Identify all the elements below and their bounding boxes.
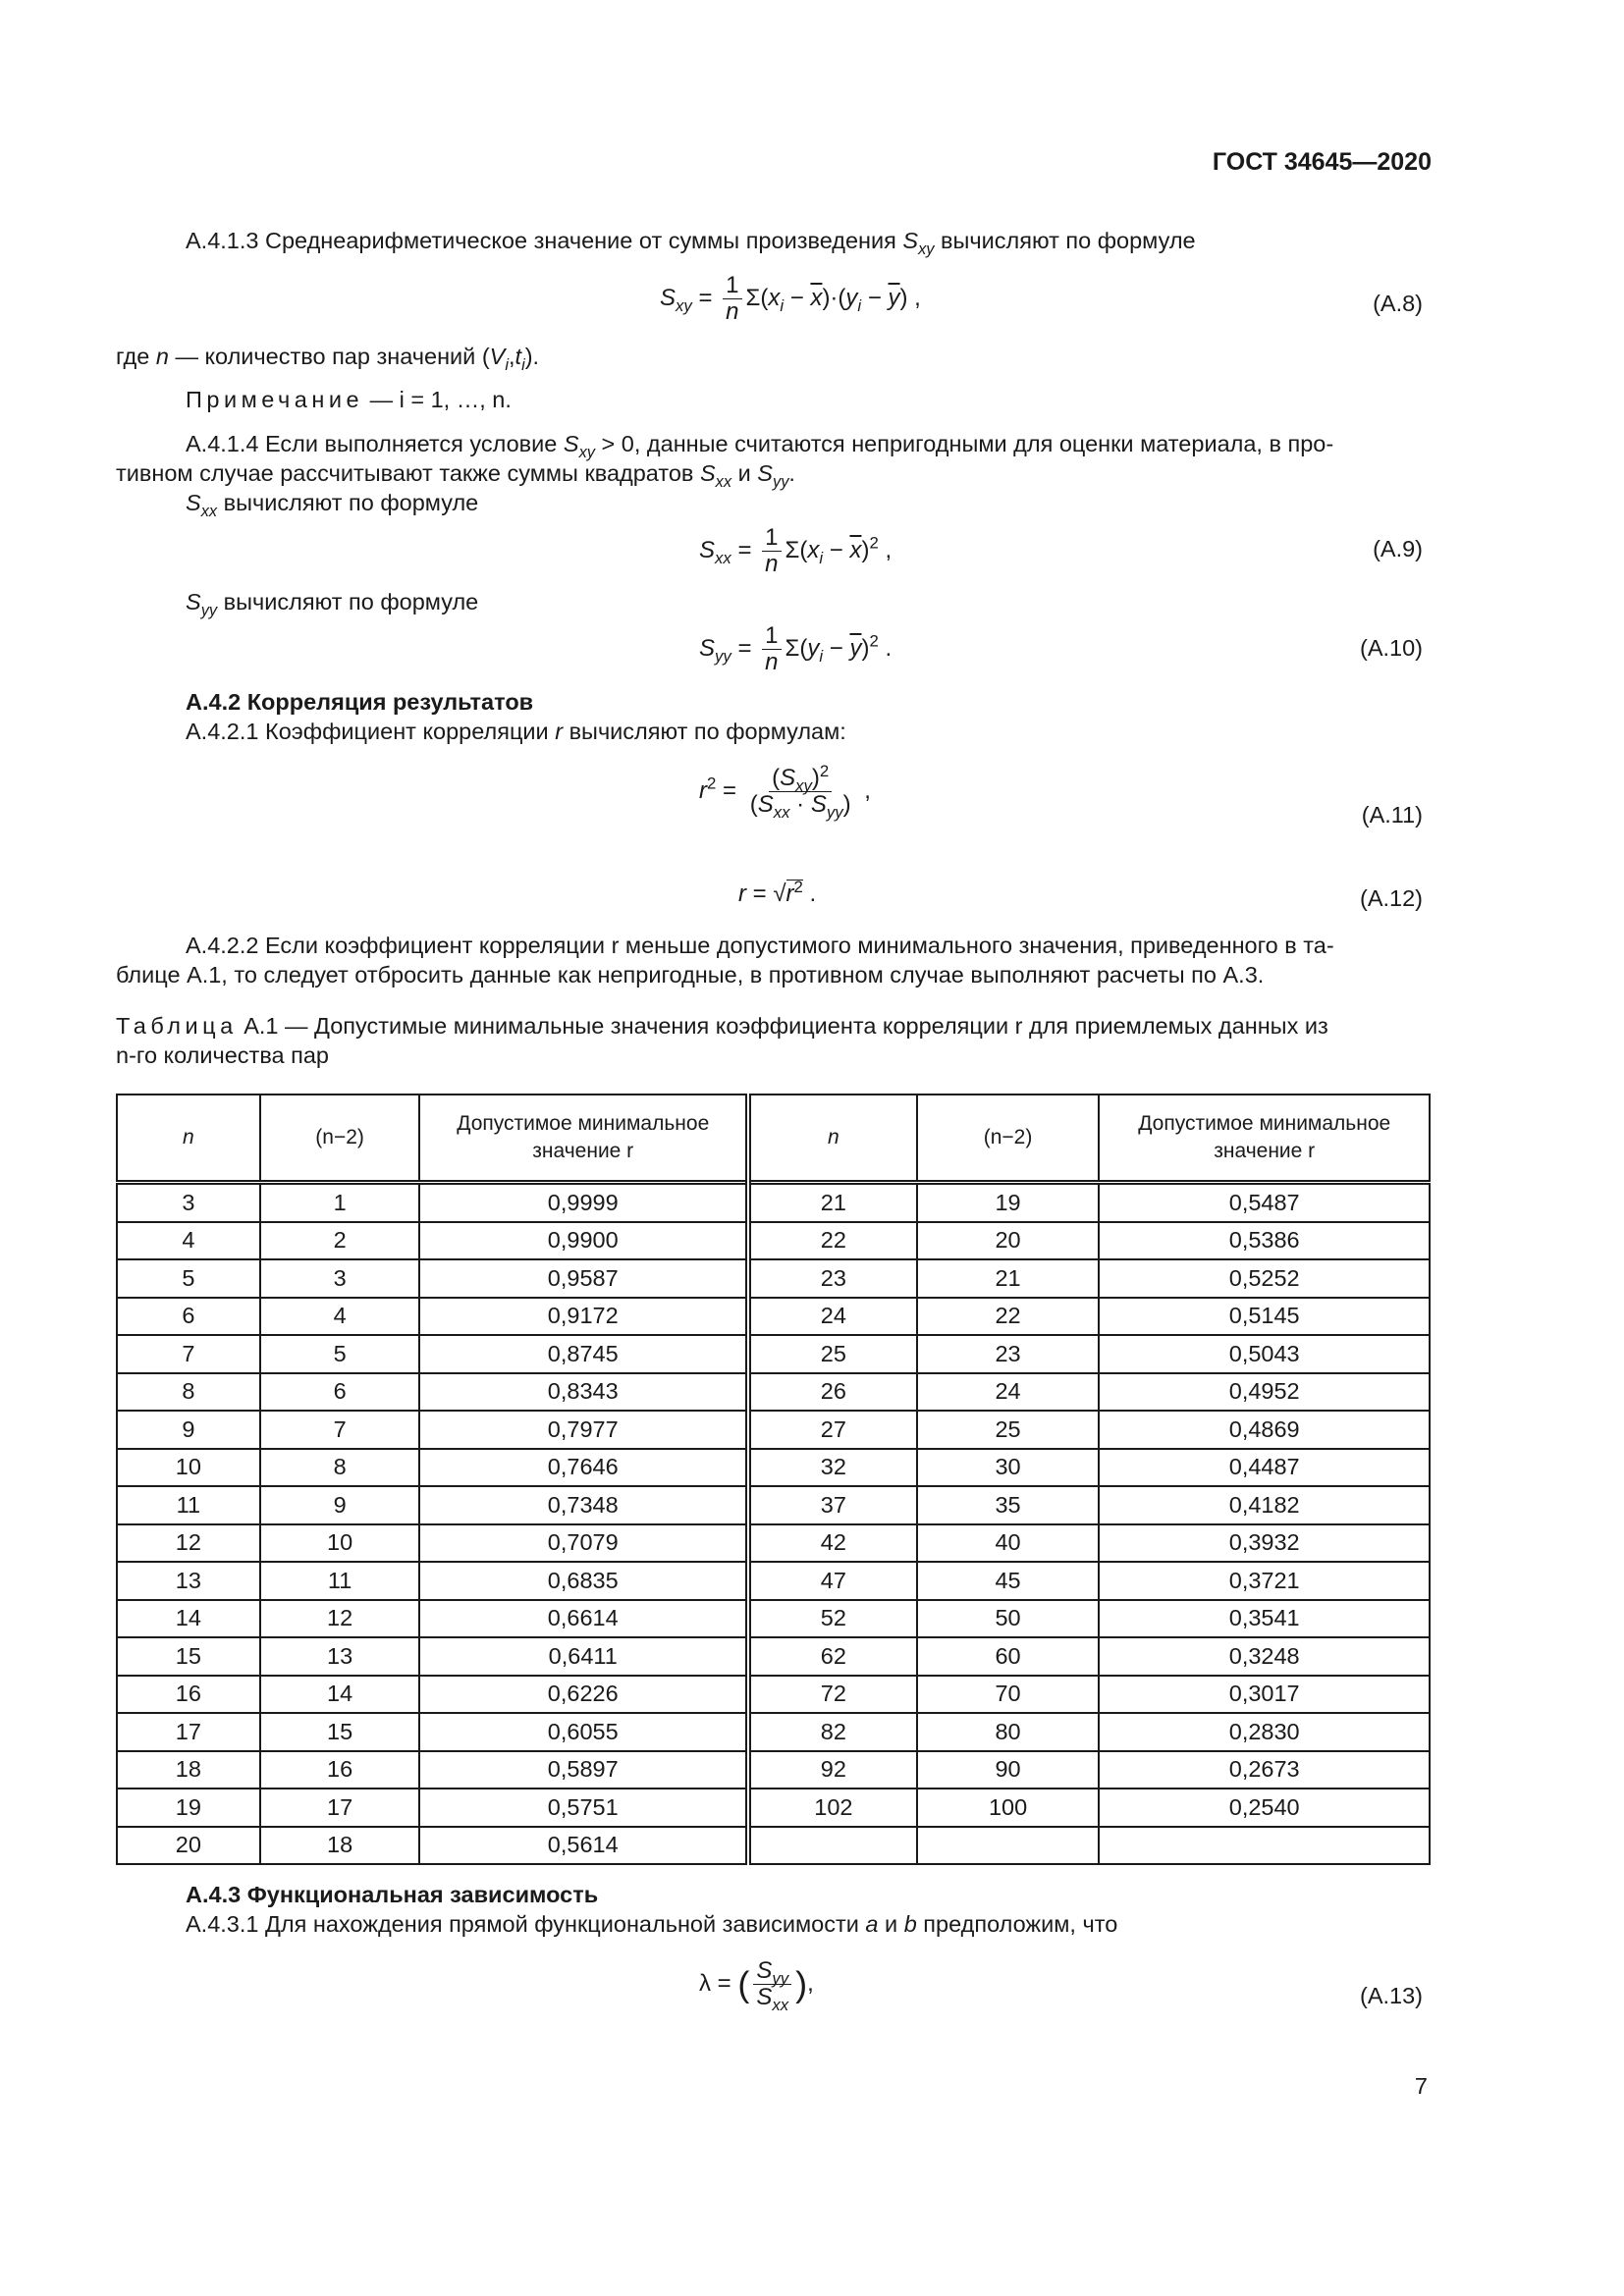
table-cell: 13 bbox=[117, 1562, 260, 1600]
formula-a13: λ = ( $\frac{S_{yy}}{S_{xx}}$ ), bbox=[699, 1957, 814, 2014]
table-cell: 17 bbox=[260, 1789, 420, 1827]
formula-a9: $S_{xx}$ = $\frac{1}{n}$ $\Sigma(x_i - \overline{x})^2$ , bbox=[699, 524, 893, 577]
table-row bbox=[117, 1411, 1430, 1449]
table-cell: 32 bbox=[748, 1449, 917, 1487]
header-min-r: Допустимое минимальное значение r bbox=[419, 1095, 748, 1183]
table-cell: 26 bbox=[748, 1373, 917, 1412]
equation-number-a9: (А.9) bbox=[1373, 536, 1423, 561]
table-row bbox=[117, 1183, 1430, 1222]
header-n-2: n bbox=[748, 1095, 917, 1183]
table-row bbox=[117, 1562, 1430, 1600]
table-cell: 0,4869 bbox=[1099, 1411, 1430, 1449]
table-cell: 9 bbox=[260, 1486, 420, 1524]
table-cell: 11 bbox=[260, 1562, 420, 1600]
table-cell: 0,8745 bbox=[419, 1335, 748, 1373]
table-cell: 0,4487 bbox=[1099, 1449, 1430, 1487]
table-cell: 16 bbox=[260, 1751, 420, 1789]
table-cell: 47 bbox=[748, 1562, 917, 1600]
table-cell: 0,3932 bbox=[1099, 1524, 1430, 1563]
table-row bbox=[117, 1600, 1430, 1638]
table-cell: 0,9999 bbox=[419, 1183, 748, 1222]
table-cell: 0,3017 bbox=[1099, 1676, 1430, 1714]
table-cell: 5 bbox=[117, 1259, 260, 1298]
table-cell: 4 bbox=[260, 1298, 420, 1336]
table-cell: 72 bbox=[748, 1676, 917, 1714]
table-cell: 20 bbox=[917, 1222, 1100, 1260]
table-cell: 0,7079 bbox=[419, 1524, 748, 1563]
table-cell: 37 bbox=[748, 1486, 917, 1524]
table-cell bbox=[748, 1827, 917, 1865]
table-row bbox=[117, 1713, 1430, 1751]
table-cell: 0,3541 bbox=[1099, 1600, 1430, 1638]
sxx-intro: $S_{xx}$ вычисляют по формуле bbox=[186, 490, 479, 520]
table-row bbox=[117, 1298, 1430, 1336]
table-row bbox=[117, 1676, 1430, 1714]
table-cell: 13 bbox=[260, 1637, 420, 1676]
table-cell: 0,9587 bbox=[419, 1259, 748, 1298]
paragraph-a421: А.4.2.1 Коэффициент корреляции r вычисляют по формулам: bbox=[186, 719, 846, 744]
table-cell: 0,8343 bbox=[419, 1373, 748, 1412]
table-caption-line2: n-го количества пар bbox=[116, 1042, 329, 1068]
table-cell: 0,5043 bbox=[1099, 1335, 1430, 1373]
table-cell: 25 bbox=[748, 1335, 917, 1373]
table-cell bbox=[917, 1827, 1100, 1865]
table-cell: 12 bbox=[117, 1524, 260, 1563]
table-row bbox=[117, 1751, 1430, 1789]
equation-number-a10: (А.10) bbox=[1360, 635, 1423, 661]
table-cell: 24 bbox=[748, 1298, 917, 1336]
table-cell: 30 bbox=[917, 1449, 1100, 1487]
table-cell: 45 bbox=[917, 1562, 1100, 1600]
table-cell: 18 bbox=[117, 1751, 260, 1789]
paragraph-a422-line2: блице А.1, то следует отбросить данные как непригодные, в противном случае выполняют расчеты по А.3. bbox=[116, 962, 1265, 988]
table-cell: 0,7977 bbox=[419, 1411, 748, 1449]
paragraph-a413: А.4.1.3 Среднеарифметическое значение от суммы произведения $S_{xy}$ вычисляют по формуле bbox=[186, 228, 1196, 258]
table-cell: 1 bbox=[260, 1183, 420, 1222]
table-cell: 0,6614 bbox=[419, 1600, 748, 1638]
table-cell: 14 bbox=[260, 1676, 420, 1714]
table-row bbox=[117, 1222, 1430, 1260]
table-cell: 0,2830 bbox=[1099, 1713, 1430, 1751]
table-cell: 6 bbox=[260, 1373, 420, 1412]
table-cell: 21 bbox=[748, 1183, 917, 1222]
table-cell: 22 bbox=[917, 1298, 1100, 1336]
formula-a8: $S_{xy}$ = $\frac{1}{n}$ $\Sigma(x_i - \overline{x})\cdot(y_i - \overline{y})$ , bbox=[660, 272, 921, 325]
header-n-minus-2: (n−2) bbox=[260, 1095, 420, 1183]
table-cell: 25 bbox=[917, 1411, 1100, 1449]
table-cell: 0,5897 bbox=[419, 1751, 748, 1789]
equation-number-a11: (А.11) bbox=[1361, 802, 1423, 828]
table-cell: 0,4182 bbox=[1099, 1486, 1430, 1524]
paragraph-a414-line2: тивном случае рассчитывают также суммы квадратов $S_{xx}$ и $S_{yy}$. bbox=[116, 460, 795, 491]
where-line: где n — количество пар значений $(V_i,t_i)$. bbox=[116, 344, 540, 374]
table-cell: 9 bbox=[117, 1411, 260, 1449]
table-cell: 0,9900 bbox=[419, 1222, 748, 1260]
table-cell: 23 bbox=[748, 1259, 917, 1298]
table-cell: 7 bbox=[117, 1335, 260, 1373]
table-header-row bbox=[117, 1095, 1430, 1183]
header-n-minus-2-2: (n−2) bbox=[917, 1095, 1100, 1183]
table-cell: 52 bbox=[748, 1600, 917, 1638]
table-cell: 0,5252 bbox=[1099, 1259, 1430, 1298]
formula-a10: $S_{yy}$ = $\frac{1}{n}$ $\Sigma(y_i - \overline{y})^2$ . bbox=[699, 622, 893, 675]
table-cell: 0,5614 bbox=[419, 1827, 748, 1865]
equation-number-a13: (А.13) bbox=[1360, 1983, 1423, 2008]
table-cell: 0,5386 bbox=[1099, 1222, 1430, 1260]
page-number: 7 bbox=[1414, 2073, 1428, 2099]
table-cell: 92 bbox=[748, 1751, 917, 1789]
correlation-table bbox=[116, 1094, 1431, 1865]
table-cell: 10 bbox=[260, 1524, 420, 1563]
table-cell: 19 bbox=[917, 1183, 1100, 1222]
table-cell: 35 bbox=[917, 1486, 1100, 1524]
paragraph-a431: А.4.3.1 Для нахождения прямой функциональной зависимости a и b предположим, что bbox=[186, 1911, 1118, 1937]
formula-a11: $r^2$ = $\frac{(S_{xy})^2}{(S_{xx} \cdot S_{yy})}$ , bbox=[699, 761, 871, 822]
table-cell bbox=[1099, 1827, 1430, 1865]
table-row bbox=[117, 1789, 1430, 1827]
table-row bbox=[117, 1486, 1430, 1524]
table-cell: 8 bbox=[117, 1373, 260, 1412]
table-cell: 0,6835 bbox=[419, 1562, 748, 1600]
table-cell: 21 bbox=[917, 1259, 1100, 1298]
note: Примечание — i = 1, …, n. bbox=[186, 387, 512, 412]
table-cell: 0,6226 bbox=[419, 1676, 748, 1714]
table-cell: 7 bbox=[260, 1411, 420, 1449]
table-cell: 100 bbox=[917, 1789, 1100, 1827]
heading-a43: А.4.3 Функциональная зависимость bbox=[186, 1882, 599, 1907]
table-cell: 24 bbox=[917, 1373, 1100, 1412]
table-row bbox=[117, 1524, 1430, 1563]
table-cell: 22 bbox=[748, 1222, 917, 1260]
table-cell: 16 bbox=[117, 1676, 260, 1714]
table-cell: 42 bbox=[748, 1524, 917, 1563]
table-cell: 0,7348 bbox=[419, 1486, 748, 1524]
equation-number-a12: (А.12) bbox=[1360, 885, 1423, 911]
table-cell: 4 bbox=[117, 1222, 260, 1260]
table-cell: 50 bbox=[917, 1600, 1100, 1638]
table-cell: 2 bbox=[260, 1222, 420, 1260]
table-cell: 70 bbox=[917, 1676, 1100, 1714]
table-cell: 0,5145 bbox=[1099, 1298, 1430, 1336]
table-cell: 15 bbox=[117, 1637, 260, 1676]
table-cell: 102 bbox=[748, 1789, 917, 1827]
paragraph-a422-line1: А.4.2.2 Если коэффициент корреляции r меньше допустимого минимального значения, приведенного в та- bbox=[186, 933, 1334, 958]
table-row bbox=[117, 1827, 1430, 1865]
table-cell: 15 bbox=[260, 1713, 420, 1751]
table-cell: 8 bbox=[260, 1449, 420, 1487]
table-cell: 0,5487 bbox=[1099, 1183, 1430, 1222]
table-cell: 19 bbox=[117, 1789, 260, 1827]
table-cell: 17 bbox=[117, 1713, 260, 1751]
table-cell: 27 bbox=[748, 1411, 917, 1449]
table-cell: 90 bbox=[917, 1751, 1100, 1789]
table-cell: 20 bbox=[117, 1827, 260, 1865]
table-cell: 23 bbox=[917, 1335, 1100, 1373]
table-cell: 3 bbox=[260, 1259, 420, 1298]
table-cell: 0,2673 bbox=[1099, 1751, 1430, 1789]
standard-header: ГОСТ 34645—2020 bbox=[1212, 148, 1432, 176]
table-cell: 0,7646 bbox=[419, 1449, 748, 1487]
table-cell: 60 bbox=[917, 1637, 1100, 1676]
table-cell: 82 bbox=[748, 1713, 917, 1751]
table-cell: 6 bbox=[117, 1298, 260, 1336]
formula-a12: $r = √r^2$ . bbox=[738, 877, 817, 907]
table-cell: 0,3248 bbox=[1099, 1637, 1430, 1676]
table-row bbox=[117, 1373, 1430, 1412]
table-cell: 0,6055 bbox=[419, 1713, 748, 1751]
syy-intro: $S_{yy}$ вычисляют по формуле bbox=[186, 589, 479, 619]
table-cell: 12 bbox=[260, 1600, 420, 1638]
table-cell: 10 bbox=[117, 1449, 260, 1487]
table-row bbox=[117, 1637, 1430, 1676]
table-row bbox=[117, 1335, 1430, 1373]
table-cell: 0,6411 bbox=[419, 1637, 748, 1676]
table-cell: 80 bbox=[917, 1713, 1100, 1751]
equation-number-a8: (А.8) bbox=[1373, 291, 1423, 316]
table-cell: 5 bbox=[260, 1335, 420, 1373]
table-cell: 0,5751 bbox=[419, 1789, 748, 1827]
table-row bbox=[117, 1259, 1430, 1298]
heading-a42: А.4.2 Корреляция результатов bbox=[186, 689, 534, 715]
table-row bbox=[117, 1449, 1430, 1487]
table-cell: 0,9172 bbox=[419, 1298, 748, 1336]
table-cell: 3 bbox=[117, 1183, 260, 1222]
table-cell: 40 bbox=[917, 1524, 1100, 1563]
table-cell: 18 bbox=[260, 1827, 420, 1865]
table-caption: Таблица А.1 — Допустимые минимальные значения коэффициента корреляции r для приемлемых данных из bbox=[116, 1013, 1328, 1039]
paragraph-a414-line1: А.4.1.4 Если выполняется условие $S_{xy} > 0$, данные считаются непригодными для оценки материала, в про- bbox=[186, 431, 1334, 461]
table-cell: 0,3721 bbox=[1099, 1562, 1430, 1600]
table-cell: 11 bbox=[117, 1486, 260, 1524]
table-cell: 62 bbox=[748, 1637, 917, 1676]
header-n: n bbox=[117, 1095, 260, 1183]
header-min-r-2: Допустимое минимальное значение r bbox=[1099, 1095, 1430, 1183]
table-cell: 0,2540 bbox=[1099, 1789, 1430, 1827]
table-cell: 0,4952 bbox=[1099, 1373, 1430, 1412]
table-cell: 14 bbox=[117, 1600, 260, 1638]
